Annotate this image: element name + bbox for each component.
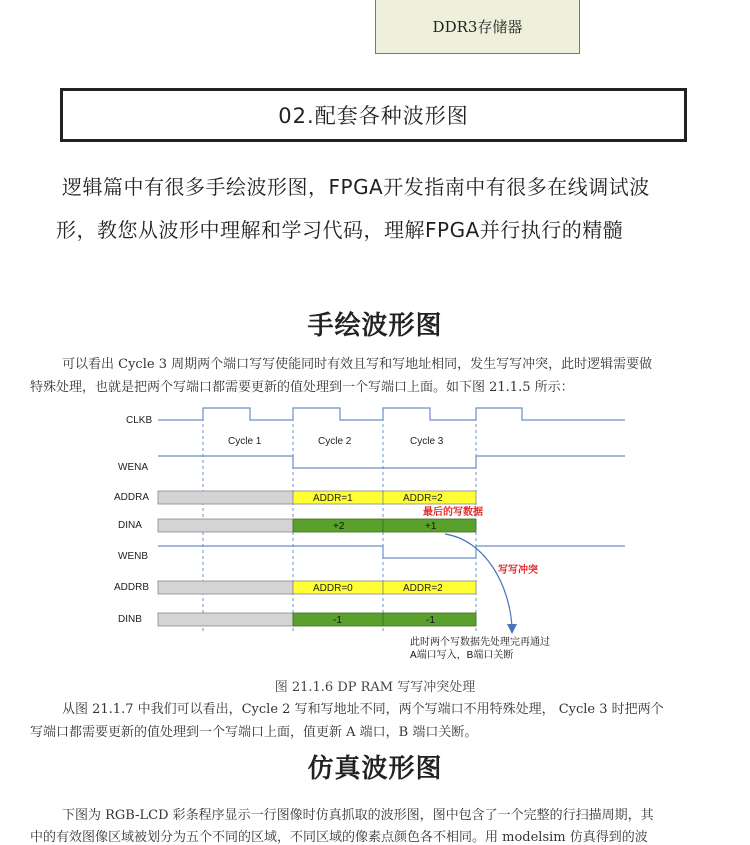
intro-line-2: 形，教您从波形中理解和学习代码，理解FPGA并行执行的精髓	[56, 218, 624, 242]
waveform-diagram	[100, 400, 660, 675]
conflict-arrowhead	[507, 624, 517, 634]
dinb-value-2: -1	[426, 615, 435, 626]
simulation-paragraph-line-1: 下图为 RGB-LCD 彩条程序显示一行图像时仿真抓取的波形图，图中包含了一个完整的行扫描周期，其	[62, 808, 654, 823]
annotation-note-line-2: A端口写入，B端口关断	[410, 650, 514, 661]
after-paragraph-line-2: 写端口都需要更新的值处理到一个写端口上面，值更新 A 端口，B 端口关断。	[30, 725, 478, 740]
signal-label-wenb: WENB	[118, 551, 148, 562]
clkb-waveform	[158, 408, 625, 420]
section-title-box	[60, 88, 687, 142]
ddr3-label: DDR3存储器	[432, 17, 523, 36]
section-title: 02.配套各种波形图	[278, 104, 469, 128]
addrb-bus	[158, 581, 476, 594]
wenb-waveform	[158, 546, 625, 558]
addra-value-2: ADDR=2	[403, 493, 443, 504]
ddr3-memory-box	[375, 0, 580, 54]
addra-value-1: ADDR=1	[313, 493, 353, 504]
annotation-conflict: 写写冲突	[498, 565, 538, 576]
cycle-label-3: Cycle 3	[410, 436, 444, 447]
addrb-value-1: ADDR=0	[313, 583, 353, 594]
simulation-paragraph-line-2: 中的有效图像区域被划分为五个不同的区域，不同区域的像素点颜色各不相同。用 modelsim 仿真得到的波	[30, 830, 648, 845]
dinb-value-1: -1	[333, 615, 342, 626]
signal-label-wena: WENA	[118, 462, 148, 473]
cycle-label-1: Cycle 1	[228, 436, 262, 447]
after-paragraph-line-1: 从图 21.1.7 中我们可以看出，Cycle 2 写和写地址不同，两个写端口不用特殊处理， Cycle 3 时把两个	[62, 702, 664, 717]
signal-label-clkb: CLKB	[126, 415, 153, 426]
addra-bus	[158, 491, 476, 504]
figure-caption: 图 21.1.6 DP RAM 写写冲突处理	[274, 680, 476, 695]
annotation-last-write: 最后的写数据	[423, 507, 483, 518]
dina-bus	[158, 519, 476, 532]
dinb-bus	[158, 613, 476, 626]
hand-drawn-paragraph-line-1: 可以看出 Cycle 3 周期两个端口写写使能同时有效且写和写地址相同，发生写写冲突，此时逻辑需要做	[62, 357, 653, 372]
hand-drawn-heading: 手绘波形图	[307, 311, 443, 341]
addrb-value-2: ADDR=2	[403, 583, 443, 594]
dina-value-2: +1	[425, 521, 437, 532]
signal-label-addra: ADDRA	[114, 492, 150, 503]
cycle-label-2: Cycle 2	[318, 436, 352, 447]
simulation-heading: 仿真波形图	[307, 754, 443, 784]
signal-label-dina: DINA	[118, 520, 142, 531]
dina-value-1: +2	[333, 521, 345, 532]
intro-line-1: 逻辑篇中有很多手绘波形图，FPGA开发指南中有很多在线调试波	[62, 175, 650, 199]
signal-label-dinb: DINB	[118, 614, 142, 625]
signal-label-addrb: ADDRB	[114, 582, 150, 593]
annotation-note-line-1: 此时两个写数据先处理完再通过	[410, 637, 550, 648]
hand-drawn-paragraph-line-2: 特殊处理，也就是把两个写端口都需要更新的值处理到一个写端口上面。如下图 21.1.5 所示：	[30, 380, 574, 395]
wena-waveform	[158, 456, 625, 468]
